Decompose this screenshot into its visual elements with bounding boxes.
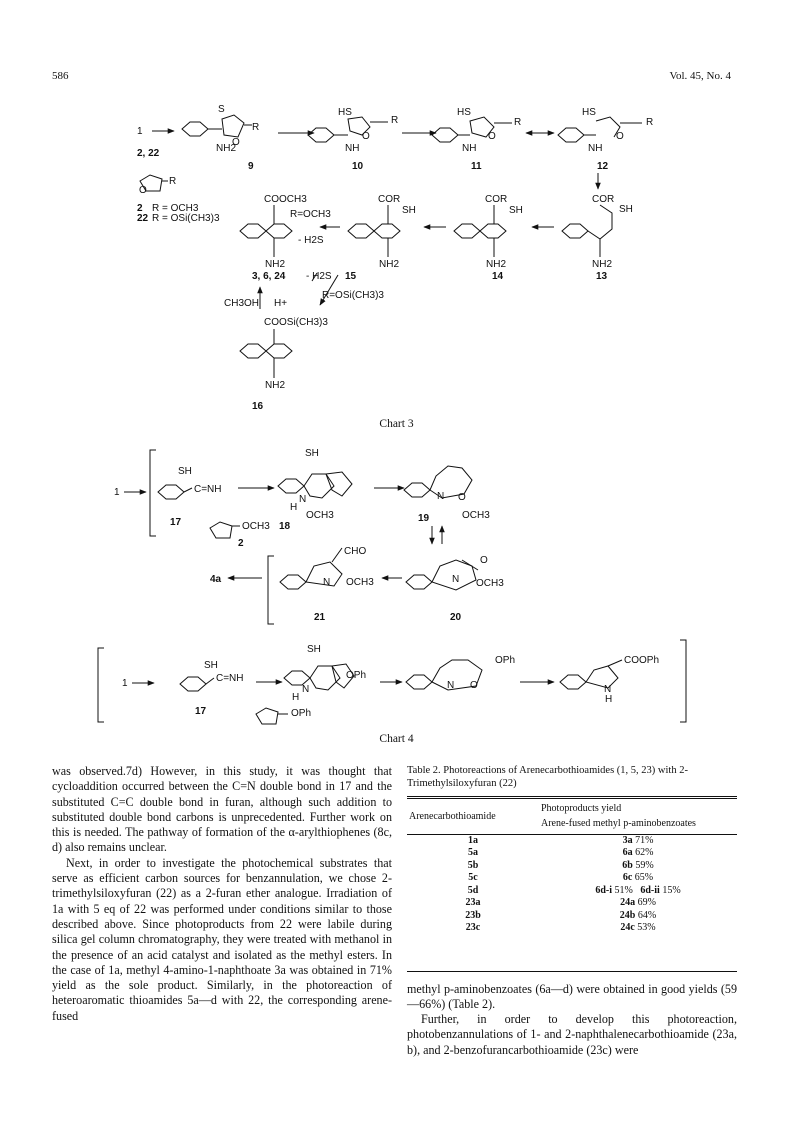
cond-h2s-mid: - H2S (306, 271, 332, 282)
row-compound: 23c (465, 922, 481, 934)
table-header-yield: Photoproducts yield (541, 803, 622, 814)
label-12: 12 (597, 161, 609, 172)
c4b-sh-adduct: SH (307, 644, 321, 655)
c4-n-19: N (437, 491, 445, 502)
table-row (407, 860, 737, 873)
chart-4-caption: Chart 4 (379, 733, 414, 745)
sub-nh2-3: NH2 (265, 259, 286, 270)
c4b-structure-17 (180, 677, 214, 691)
structure-9 (182, 115, 252, 137)
c4b-structure-adduct (284, 664, 354, 690)
sub-r-10: R (391, 115, 399, 126)
sub-nh2-14: NH2 (486, 259, 507, 270)
c4-och3-19: OCH3 (462, 510, 490, 521)
sub-o-11: O (488, 131, 496, 142)
row-yield-value-2: 15% (662, 884, 681, 896)
row-compound: 1a (468, 834, 478, 846)
c4-structure-21 (280, 548, 342, 589)
sub-nh-11: NH (462, 143, 477, 154)
sub-hs-12: HS (582, 107, 596, 118)
row-yield (539, 897, 737, 910)
sub-nh2-13: NH2 (592, 259, 613, 270)
left-column (52, 764, 392, 1024)
row-product: 6c (622, 872, 633, 884)
c4-cnh-17: C=NH (194, 484, 222, 495)
c4-och3-21: OCH3 (346, 577, 374, 588)
c4-och3-2: OCH3 (242, 521, 270, 532)
c4-h-18: H (290, 502, 298, 513)
table-row (407, 834, 737, 847)
row-yield-value: 64% (637, 909, 657, 921)
sub-cor-14: COR (485, 194, 508, 205)
sub-o-10: O (362, 131, 370, 142)
sub-cor-13: COR (592, 194, 615, 205)
c4b-n-adduct: N (302, 684, 310, 695)
sub-nh2-9: NH2 (216, 143, 237, 154)
table-row (407, 910, 737, 923)
label-13: 13 (596, 271, 608, 282)
cond-r-och3: R=OCH3 (290, 209, 331, 220)
row-compound: 23b (465, 909, 481, 921)
sub-nh2-16: NH2 (265, 380, 286, 391)
c4b-cooph: COOPh (624, 655, 660, 666)
c4b-cnh-17: C=NH (216, 673, 244, 684)
c4b-label-17: 17 (195, 706, 207, 717)
label-1: 1 (137, 126, 143, 137)
c4b-n-pyrrole: N (604, 684, 612, 695)
label-22: 22 (137, 213, 149, 224)
row-yield-value: 51% (614, 884, 633, 896)
table-row (407, 847, 737, 860)
label-11: 11 (471, 161, 482, 172)
c4b-o-oxazepine: O (470, 680, 478, 691)
row-product-2: 6d-ii (640, 884, 660, 896)
r-osi: R = OSi(CH3)3 (152, 213, 220, 224)
table-2 (407, 796, 737, 972)
label-9: 9 (248, 161, 254, 172)
c4-label-21: 21 (314, 612, 326, 623)
row-product: 6a (622, 847, 633, 859)
c4-structure-18 (278, 472, 352, 498)
row-product: 24a (620, 897, 636, 909)
structure-10 (308, 117, 388, 142)
c4-och3-20: OCH3 (476, 578, 504, 589)
table-2-caption: Table 2. Photoreactions of Arenecarbothioamides (1, 5, 23) with 2-Trimethylsiloxyfuran (22) (407, 765, 688, 789)
page-number: 586 (52, 70, 69, 82)
sub-sh-15: SH (402, 205, 416, 216)
furan-r: R (169, 176, 177, 187)
chart-3-scheme (52, 95, 742, 417)
table-header-benzoates: Arene-fused methyl p-aminobenzoates (541, 818, 696, 830)
c4-structure-20 (406, 560, 478, 590)
c4b-structure-pyrrole (560, 660, 622, 689)
row-yield (539, 885, 737, 898)
c4-o-20: O (480, 555, 488, 566)
row-yield (539, 834, 737, 847)
c4-label-20: 20 (450, 612, 462, 623)
structure-3 (240, 205, 292, 257)
row-yield (539, 910, 737, 923)
paragraph-right-1: methyl p-aminobenzoates (6a—d) were obtained in good yields (59—66%) (Table 2). (407, 981, 737, 1011)
c4-label-19: 19 (418, 513, 430, 524)
label-14: 14 (492, 271, 504, 282)
row-yield-value: 62% (635, 847, 654, 859)
sub-s: S (218, 104, 225, 115)
sub-hs-11: HS (457, 107, 471, 118)
table-header-compound: Arenecarbothioamide (407, 798, 539, 835)
table-row (407, 872, 737, 885)
journal-reference: Vol. 45, No. 4 (669, 70, 731, 82)
c4b-label-1: 1 (122, 678, 128, 689)
c4-cho: CHO (344, 546, 367, 557)
c4-n-21: N (323, 577, 331, 588)
furan-structure (140, 175, 168, 191)
sub-r-12: R (646, 117, 654, 128)
c4-sh-17: SH (178, 466, 192, 477)
sub-coosi: COOSi(CH3)3 (264, 317, 328, 328)
c4b-h-adduct: H (292, 692, 300, 703)
chart-3-caption: Chart 3 (379, 418, 414, 430)
c4b-oph-adduct: OPh (346, 670, 367, 681)
row-compound: 23a (465, 897, 481, 909)
furan-o: O (139, 185, 147, 196)
chart-4-scheme (52, 438, 742, 728)
sub-cor-15: COR (378, 194, 401, 205)
table-row (407, 922, 737, 935)
cond-ch3oh: CH3OH (224, 298, 260, 309)
paragraph-left-1: was observed.7d) However, in this study, it was thought that cycloaddition occurred between the C=N double bond in 17 and the substituted C=C double bond in furan, although such addition to substituted double bond carbons is unprecedented. Further work on this is needed. The pathway of formation of the α-arylthiophenes (8c, d) also remains unclear. (52, 764, 392, 855)
structure-14 (454, 205, 506, 257)
c4b-h-pyrrole: H (605, 694, 613, 705)
label-10: 10 (352, 161, 364, 172)
c4b-sh-17: SH (204, 660, 218, 671)
sub-o-9: O (232, 137, 240, 148)
row-yield (539, 847, 737, 860)
sub-hs-10: HS (338, 107, 352, 118)
cond-h2s-top: - H2S (298, 235, 324, 246)
row-product: 3a (622, 834, 633, 846)
row-compound: 5d (467, 884, 479, 896)
structure-13 (562, 205, 612, 257)
r-och3: R = OCH3 (152, 203, 199, 214)
row-product: 24c (620, 922, 635, 934)
c4b-structure-furan (256, 708, 288, 724)
sub-o-12: O (616, 131, 624, 142)
table-header-products (539, 798, 737, 835)
c4-och3-18: OCH3 (306, 510, 334, 521)
structure-15 (348, 205, 400, 257)
row-yield-value: 69% (637, 897, 656, 909)
row-product: 6b (622, 859, 633, 871)
structure-12 (558, 117, 642, 142)
row-yield-value: 59% (635, 859, 654, 871)
c4-label-4a: 4a (210, 574, 222, 585)
paragraph-right-2: Further, in order to develop this photoreaction, photobenzannulations of 1- and 2-naphthalenecarbothioamide (23a, b), and 2-benzofurancarbothioamide (23c) were (407, 1012, 737, 1057)
row-yield (539, 860, 737, 873)
label-15: 15 (345, 271, 357, 282)
row-yield (539, 922, 737, 935)
row-compound: 5a (468, 847, 478, 859)
row-yield (539, 872, 737, 885)
structure-16 (240, 329, 292, 378)
sub-sh-14: SH (509, 205, 523, 216)
row-yield-value: 71% (635, 834, 654, 846)
sub-nh-12: NH (588, 143, 603, 154)
c4-o-19: O (458, 492, 466, 503)
row-compound: 5c (468, 872, 478, 884)
c4-label-17: 17 (170, 517, 182, 528)
structure-11 (432, 117, 512, 142)
cond-h-plus: H+ (274, 298, 288, 309)
c4-structure-17 (158, 485, 192, 499)
c4-n-20: N (452, 574, 460, 585)
label-3-6-24: 3, 6, 24 (252, 271, 286, 282)
sub-r-11: R (514, 117, 522, 128)
c4b-oph-oxazepine: OPh (495, 655, 516, 666)
row-compound: 5b (467, 859, 479, 871)
c4-sh-18: SH (305, 448, 319, 459)
label-2-22: 2, 22 (137, 148, 160, 159)
sub-r-9: R (252, 122, 260, 133)
sub-nh-10: NH (345, 143, 360, 154)
label-16: 16 (252, 401, 264, 412)
right-column (407, 764, 737, 1058)
sub-nh2-15: NH2 (379, 259, 400, 270)
c4-n-18: N (299, 494, 307, 505)
label-2: 2 (137, 203, 143, 214)
c4b-n-oxazepine: N (447, 680, 455, 691)
table-row (407, 885, 737, 898)
c4-label-1: 1 (114, 487, 120, 498)
c4-label-18: 18 (279, 521, 291, 532)
paragraph-left-2: Next, in order to investigate the photochemical substrates that serve as efficient carbon sources for benzannulation, we chose 2-trimethylsiloxyfuran (22) as a 2-furan ether analogue. Irradiation of 1a with 5 eq of 22 was performed under conditions similar to those described above. Since photoproducts from 22 were labile during silica gel column chromatography, they were treated with methanol in the presence of an acid catalyst and isolated as the methyl esters. In the case of 1a, methyl 4-amino-1-naphthoate 3a was obtained in 71% yield as the sole product. Similarly, in the photoreaction of heteroaromatic thioamides 5a—d with 22, the corresponding arene-fused (52, 855, 392, 1023)
cond-r-osi: R=OSi(CH3)3 (322, 290, 384, 301)
table-row (407, 897, 737, 910)
sub-cooch3: COOCH3 (264, 194, 307, 205)
sub-sh-13: SH (619, 204, 633, 215)
row-yield-value: 65% (634, 872, 654, 884)
row-product: 24b (619, 909, 636, 921)
c4-label-2: 2 (238, 538, 244, 549)
c4b-oph-furan: OPh (291, 708, 312, 719)
c4-structure-2 (210, 522, 240, 538)
row-yield-value: 53% (637, 922, 656, 934)
row-product: 6d-i (595, 884, 613, 896)
